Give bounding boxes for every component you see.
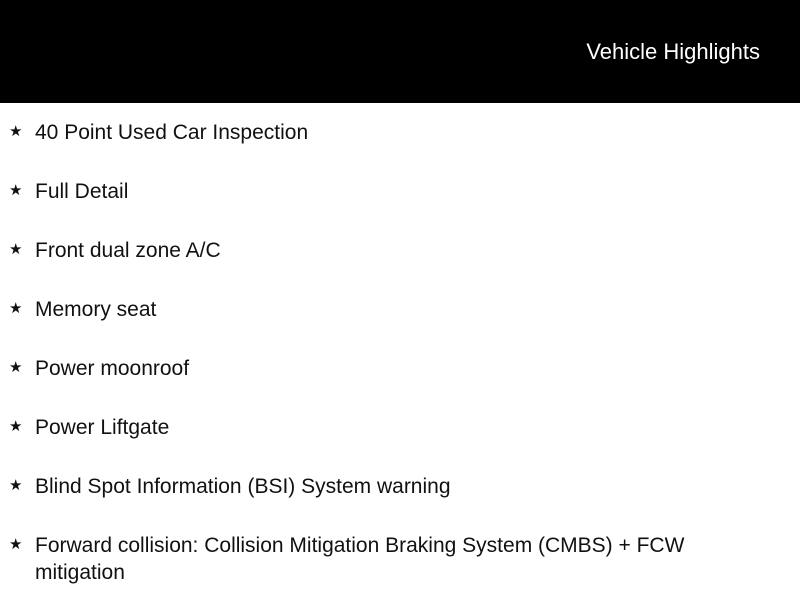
list-item-text: 40 Point Used Car Inspection	[35, 121, 309, 144]
list-item-text: Forward collision: Collision Mitigation Braking System (CMBS) + FCW mitigation	[35, 534, 685, 584]
list-item	[0, 473, 800, 500]
list-item	[0, 414, 800, 441]
star-icon: ★	[9, 182, 23, 199]
list-item-text: Power moonroof	[35, 357, 190, 380]
page-title: Vehicle Highlights	[586, 39, 760, 64]
star-icon: ★	[9, 300, 23, 317]
list-item	[0, 355, 800, 382]
list-item-text: Power Liftgate	[35, 416, 170, 439]
list-item	[0, 532, 800, 586]
list-item-text: Front dual zone A/C	[35, 239, 221, 262]
star-icon: ★	[9, 359, 23, 376]
list-item-text: Blind Spot Information (BSI) System warning	[35, 475, 451, 498]
list-item	[0, 178, 800, 205]
star-icon: ★	[9, 477, 23, 494]
header-bar	[0, 0, 800, 103]
star-icon: ★	[9, 241, 23, 258]
highlights-list	[0, 119, 800, 600]
star-icon: ★	[9, 418, 23, 435]
list-item-text: Full Detail	[35, 180, 129, 203]
list-item	[0, 237, 800, 264]
list-item	[0, 119, 800, 146]
star-icon: ★	[9, 536, 23, 553]
star-icon: ★	[9, 123, 23, 140]
list-item-text: Memory seat	[35, 298, 157, 321]
list-item	[0, 296, 800, 323]
